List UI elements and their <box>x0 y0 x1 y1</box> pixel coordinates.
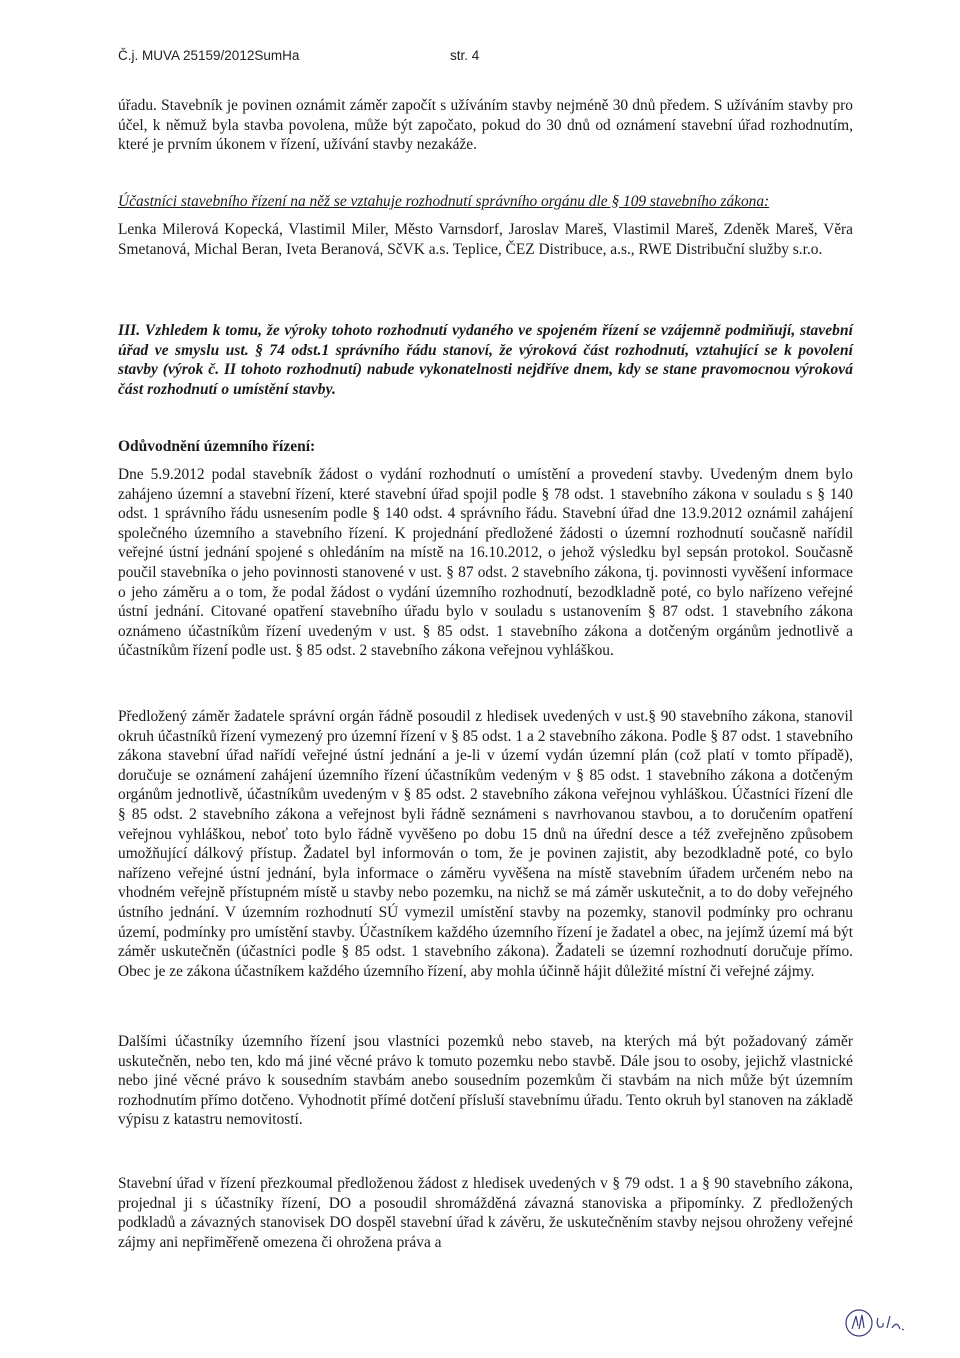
reasoning-paragraph-4: Stavební úřad v řízení přezkoumal předloženou žádost z hledisek uvedených v § 79 odst. 1 a § 90 stavebního zákona, projednal ji s účastníky řízení, DO a posoudil shromážděná závazná stanoviska a připomínky. Z předložených podkladů a závazných stanovisek DO dospěl stavební úřad k závěru, že uskutečněním stavby nejsou ohroženy veřejné zájmy ani nepřiměřeně omezena či ohrožena práva a <box>118 1175 853 1251</box>
participants-list: Lenka Milerová Kopecká, Vlastimil Miler, Město Varnsdorf, Jaroslav Mareš, Vlastimil Mareš, Zdeněk Mareš, Věra Smetanová, Michal Beran, Iveta Beranová, SčVK a.s. Teplice, ČEZ Distribuce, a.s., RWE Distribuční služby s.r.o. <box>118 221 853 258</box>
participants-heading: Účastníci stavebního řízení na něž se vztahuje rozhodnutí správního orgánu dle § 109 stavebního zákona: <box>118 193 770 210</box>
reasoning-paragraph-1: Dne 5.9.2012 podal stavebník žádost o vydání rozhodnutí o umístění a provedení stavby. Uvedeným dnem bylo zahájeno územní a stavební řízení, které stavební úřad spojil podle § 78 odst. 1 stavebního zákona v souladu s § 140 odst. 1 správního řádu usnesením podle § 140 odst. 4 správního řádu. Stavební úřad dne 13.9.2012 oznámil zahájení společného územního a stavebního řízení. K projednání předložené žádosti o územní rozhodnutí současně nařídil veřejné ústní jednání spojené s ohledáním na místě na 16.10.2012, o jehož výsledku byl sepsán protokol. Současně poučil stavebníka o jeho povinnosti stanovené v ust. § 87 odst. 2 stavebního zákona, tj. povinnosti vyvěšení informace o jeho záměru a o tom, že podal žádost o vydání územního rozhodnutí, bezodkladně poté, co bylo nařízeno veřejné ústní jednání. Citované opatření stavebního úřadu bylo v souladu s ustanovením § 87 odst. 1 stavebního zákona oznámeno účastníkům řízení uvedeným v ust. § 85 odst. 1 stavebního zákona a dotčeným orgánům jednotlivě a účastníkům řízení podle ust. § 85 odst. 2 stavebního zákona veřejnou vyhláškou. <box>118 466 853 660</box>
reasoning-paragraph-2: Předložený záměr žadatele správní orgán řádně posoudil z hledisek uvedených v ust.§ 90 stavebního zákona, stanovil okruh účastníků řízení vymezený pro územní řízení v § 85 odst. 1 a 2 stavebního zákona. Podle § 87 odst. 1 stavebního zákona stavební úřad nařídí veřejné ústní jednání a je-li v území vydán územní plán (což platí v tomto případě), doručuje se oznámení zahájení územního řízení účastníkům vedeným v § 85 odst. 1 stavebního zákona a dotčeným orgánům jednotlivě, účastníkům uvedeným v § 85 odst. 2 stavebního zákona veřejnou vyhláškou. Účastníci řízení dle § 85 odst. 2 stavebního zákona a veřejnost byli řádně seznámeni s navrhovanou stavbou, a to doručením opatření veřejnou vyhláškou, neboť toto bylo řádně vyvěšeno po dobu 15 dnů na úřední desce a též zveřejněno způsobem umožňující dálkový přístup. Žadatel byl informován o tom, že je povinen zajistit, aby bezodkladně poté, co bylo nařízeno veřejné ústní jednání, byla informace o záměru vyvěšena na místě stavebním úřadem určeném nebo na vhodném veřejně přístupném místě u stavby nebo pozemku, na nichž se má záměr uskutečnit, a to do doby veřejného ústního jednání. V územním rozhodnutí SÚ vymezil umístění stavby na pozemky, stanovil podmínky pro ochranu území, podmínky pro umístění stavby. Účastníkem každého územního řízení je žadatel a obec, na jejímž území má být záměr uskutečněn (účastníci podle § 85 odst. 1 stavebního zákona). Žadateli se územní rozhodnutí doručuje přímo. Obec je ze zákona účastníkem každého územního řízení, aby mohla účinně hájit důležité místní či veřejné zájmy. <box>118 708 853 980</box>
reasoning-title: Odůvodnění územního řízení: <box>118 438 316 455</box>
page-number: str. 4 <box>450 48 480 63</box>
document-reference: Č.j. MUVA 25159/2012SumHa <box>118 48 300 63</box>
section-iii-paragraph: III. Vzhledem k tomu, že výroky tohoto rozhodnutí vydaného ve spojeném řízení se vzájemně podmiňují, stavební úřad ve smyslu ust. § 74 odst.1 správního řádu stanoví, že výroková část rozhodnutí, vztahující se k povolení stavby (výrok č. II tohoto rozhodnutí) nabude vykonatelnosti nejdříve dnem, kdy se stane pravomocnou výroková část rozhodnutí o umístění stavby. <box>118 322 853 398</box>
reasoning-paragraph-3: Dalšími účastníky územního řízení jsou vlastníci pozemků nebo staveb, na kterých má být požadovaný záměr uskutečněn, nebo ten, kdo má jiné věcné právo k tomuto pozemku nebo stavbě. Dále jsou to osoby, jejichž vlastnické nebo jiné věcné právo k sousedním stavbám anebo sousedním pozemkům či stavbám na nich může být územním rozhodnutím přímo dotčeno. Vyhodnotit přímé dotčení přísluší stavebnímu úřadu. Tento okruh byl stanoven na základě výpisu z katastru nemovitostí. <box>118 1033 853 1129</box>
intro-paragraph: úřadu. Stavebník je povinen oznámit záměr započít s užíváním stavby nejméně 30 dnů předem. S užíváním stavby pro účel, k němuž byla stavba povolena, může být započato, pokud do 30 dnů od oznámení stavební úřad rozhodnutím, které je prvním úkonem v řízení, užívání stavby nezakáže. <box>118 97 853 154</box>
handwritten-initials-stamp <box>842 1302 912 1342</box>
